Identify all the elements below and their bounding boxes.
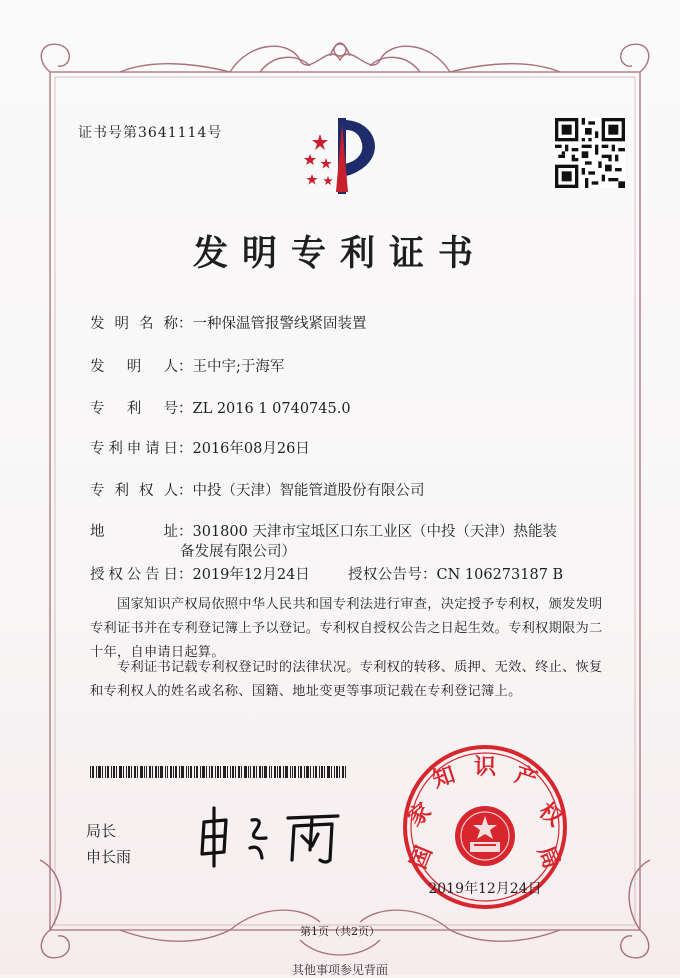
field-value: CN 106273187 B — [436, 567, 564, 583]
page-footer: 第1页（共2页） — [300, 925, 380, 938]
field-patentee: 专利权人：中投（天津）智能管道股份有限公司 — [90, 479, 425, 500]
statement-paragraph-1: 国家知识产权局依照中华人民共和国专利法进行审查，决定授予专利权，颁发发明专利证书并在专利登记簿上予以登记。专利权自授权公告之日起生效。专利权期限为二十年，自申请日起算。 — [90, 597, 603, 660]
field-label: 授权公告号 — [348, 567, 422, 583]
field-address-line2: 备发展有限公司） — [180, 544, 296, 560]
field-value: 一种保温管报警线紧固装置 — [192, 316, 367, 332]
qr-code-icon — [555, 118, 625, 188]
field-label: 专利号 — [90, 401, 178, 417]
cnipa-emblem-icon — [298, 114, 388, 198]
bottom-note: 其他事项参见背面 — [291, 963, 388, 977]
svg-text:知: 知 — [429, 762, 459, 794]
field-address: 地址：301800 天津市宝坻区口东工业区（中投（天津）热能装 — [90, 520, 557, 541]
seal-date: 2019年12月24日 — [428, 881, 542, 897]
field-patent-number: 专利号：ZL 2016 1 0740745.0 — [90, 397, 351, 418]
field-label: 发明人 — [90, 359, 178, 375]
barcode-icon — [90, 766, 348, 778]
field-value: 301800 天津市宝坻区口东工业区（中投（天津）热能装 — [192, 524, 557, 540]
director-signature-icon — [190, 800, 360, 870]
field-invention-name: 发明名称：一种保温管报警线紧固装置 — [90, 312, 367, 333]
director-name: 申长雨 — [86, 848, 132, 866]
field-value: 中投（天津）智能管道股份有限公司 — [192, 483, 425, 499]
statement-paragraph-2: 专利证书记载专利权登记时的法律状况。专利权的转移、质押、无效、终止、恢复和专利权人的姓名或名称、国籍、地址变更等事项记载在专利登记簿上。 — [90, 660, 603, 699]
svg-text:产: 产 — [511, 762, 541, 794]
field-grant-date: 授权公告日：2019年12月24日 — [90, 563, 310, 584]
field-value: 2019年12月24日 — [192, 567, 310, 583]
field-value: ZL 2016 1 0740745.0 — [192, 401, 351, 417]
svg-text:家: 家 — [403, 798, 437, 832]
field-grant-number: 授权公告号：CN 106273187 B — [348, 563, 563, 584]
field-label: 发明名称 — [90, 316, 178, 332]
field-label: 专利权人 — [90, 483, 178, 499]
svg-text:局: 局 — [532, 842, 564, 873]
director-title: 局长 — [86, 822, 117, 840]
field-label: 地址 — [90, 524, 178, 540]
svg-text:国: 国 — [406, 842, 438, 873]
field-inventor: 发明人：王中宇;于海军 — [90, 355, 284, 376]
field-label: 专利申请日 — [90, 441, 178, 457]
field-value: 王中宇;于海军 — [192, 359, 285, 375]
field-label: 授权公告日 — [90, 567, 178, 583]
field-value: 2016年08月26日 — [192, 441, 310, 457]
svg-text:识: 识 — [473, 755, 497, 780]
certificate-number: 证书号第3641114号 — [78, 125, 223, 141]
field-filing-date: 专利申请日：2016年08月26日 — [90, 437, 310, 458]
svg-text:权: 权 — [533, 798, 567, 832]
certificate-title: 发明专利证书 — [192, 233, 487, 274]
